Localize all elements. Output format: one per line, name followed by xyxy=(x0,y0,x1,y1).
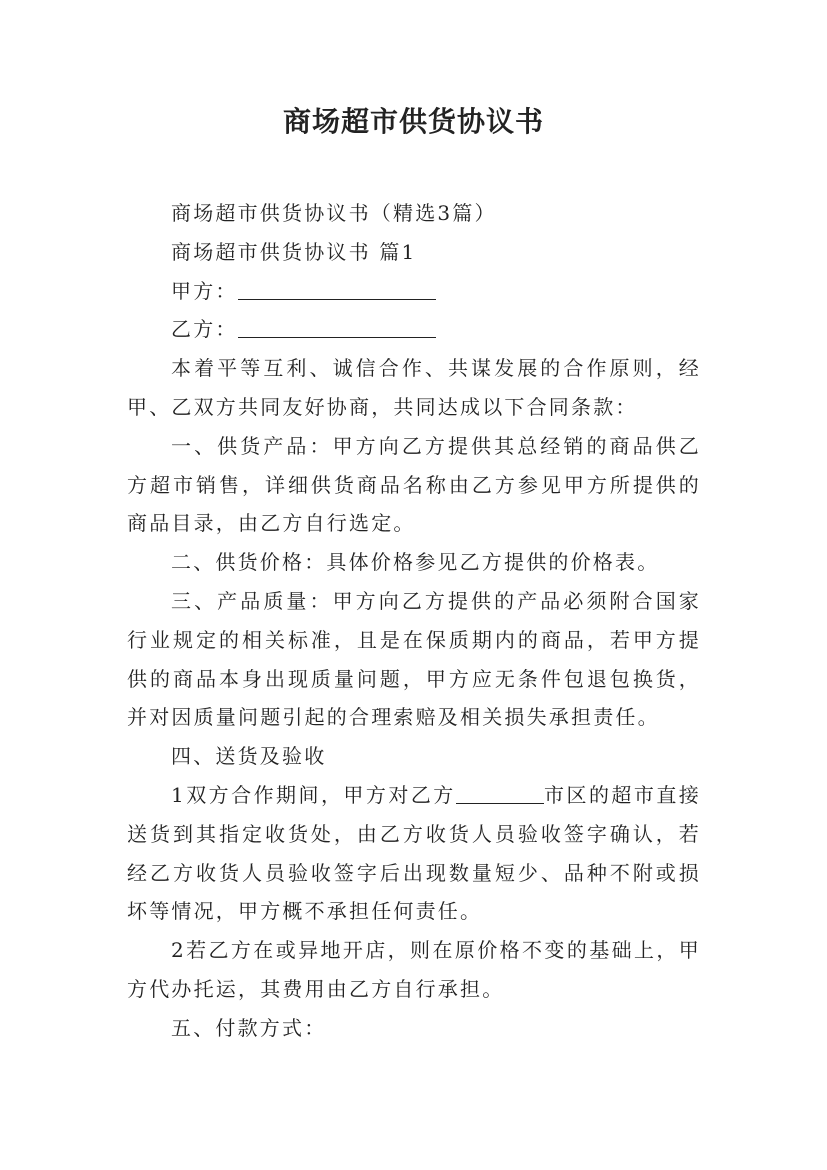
clause-product-quality: 三、产品质量：甲方向乙方提供的产品必须附合国家行业规定的相关标准，且是在保质期内的商品，若甲方提供的商品本身出现质量问题，甲方应无条件包退包换货，并对因质量问题引起的合理索赔及相关损失承担责任。 xyxy=(127,588,701,730)
intro-paragraph: 本着平等互利、诚信合作、共谋发展的合作原则，经甲、乙双方共同友好协商，共同达成以下合同条款： xyxy=(127,356,701,419)
section-heading: 商场超市供货协议书 篇1 xyxy=(171,239,417,264)
party-b-line xyxy=(127,310,701,349)
party-a-blank xyxy=(238,281,436,300)
clause-supply-products: 一、供货产品：甲方向乙方提供其总经销的商品供乙方超市销售，详细供货商品名称由乙方参见甲方所提供的商品目录，由乙方自行选定。 xyxy=(127,433,701,536)
delivery-item-1-after: 市区的超市直接送货到其指定收货处，由乙方收货人员验收签字确认，若经乙方收货人员验收签字后出现数量短少、品种不附或损坏等情况，甲方概不承担任何责任。 xyxy=(127,782,701,924)
document-body xyxy=(127,194,701,1048)
clause-delivery-item-1 xyxy=(127,776,701,931)
document-subtitle: 商场超市供货协议书（精选3篇） xyxy=(171,201,497,225)
clause-delivery-heading: 四、送货及验收 xyxy=(171,744,327,769)
delivery-item-1-before: 1双方合作期间，甲方对乙方 xyxy=(171,782,456,807)
clause-payment-heading: 五、付款方式： xyxy=(171,1015,327,1040)
city-blank xyxy=(456,785,544,804)
party-b-label: 乙方： xyxy=(171,317,238,342)
clause-delivery-item-2: 2若乙方在或异地开店，则在原价格不变的基础上，甲方代办托运，其费用由乙方自行承担。 xyxy=(127,938,701,1001)
clause-supply-price: 二、供货价格：具体价格参见乙方提供的价格表。 xyxy=(171,550,660,575)
party-a-label: 甲方： xyxy=(171,278,238,303)
party-a-line xyxy=(127,272,701,311)
party-b-blank xyxy=(238,319,436,338)
document-title: 商场超市供货协议书 xyxy=(282,105,544,138)
